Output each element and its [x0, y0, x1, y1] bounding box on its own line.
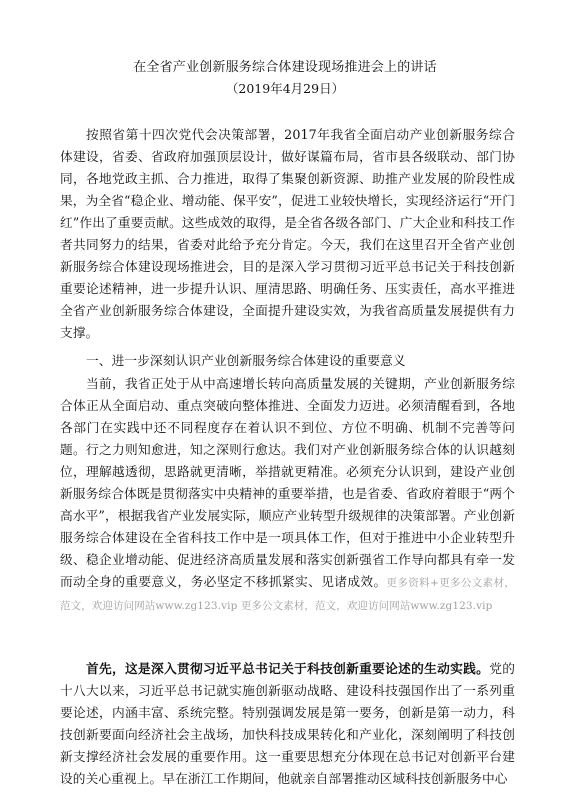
paragraph-first-point-text: [60, 658, 515, 790]
paragraph-first-point-lead: 首先，这是深入贯彻习近平总书记关于科技创新重要论述的生动实践。: [86, 661, 490, 676]
paragraph-first-point-body: 党的十八大以来，习近平总书记就实施创新驱动战略、建设科技强国作出了一系列重要论述，内涵丰富、系统完整。特别强调发展是第一要务，创新是第一动力，科技创新要面向经济社会主战场，加快科技成果转化和产业化，深刻阐明了科技创新支撑经济社会发展的重要作用。这一重要思想充分体现在总书记对创新平台建设的关心重视上。早在浙江工作期间，他就亲自部署推动区域科技创新服务中心: [60, 661, 515, 786]
section-heading-block: [60, 350, 515, 372]
document-title: 在全省产业创新服务综合体建设现场推进会上的讲话: [133, 60, 437, 75]
section-heading: 一、进一步深刻认识产业创新服务综合体建设的重要意义: [86, 353, 406, 368]
paragraph-current-situation-text: [60, 373, 515, 617]
paragraph-current-situation: [60, 373, 515, 617]
paragraph-first-point: [60, 658, 515, 790]
paragraph-intro-text: 按照省第十四次党代会决策部署，2017年我省全面启动产业创新服务综合体建设，省委、省政府加强顶层设计，做好谋篇布局，省市县各级联动、部门协同，各地党政主抓、合力推进，取得了集聚创新资源、助推产业发展的阶段性成果，为全省“稳企业、增动能、保平安”，促进工业较快增长，实现经济运行“开门红”作出了重要贡献。这些成效的取得，是全省各级各部门、广大企业和科技工作者共同努力的结果，省委对此给予充分肯定。今天，我们在这里召开全省产业创新服务综合体建设现场推进会，目的是深入学习贯彻习近平总书记关于科技创新重要论述精神，进一步提升认识、厘清思路、明确任务、压实责任，高水平推进全省产业创新服务综合体建设，全面提升建设实效，为我省高质量发展提供有力支撑。: [60, 127, 515, 340]
paragraph-current-situation-body: 当前，我省正处于从中高速增长转向高质量发展的关键期，产业创新服务综合体正从全面启动、重点突破向整体推进、全面发力迈进。必须清醒看到，各地各部门在实践中还不同程度存在着认识不到位、方位不明确、机制不完善等问题。行之力则知愈进，知之深则行愈达。我们对产业创新服务综合体的认识越刻位，理解越透彻，思路就更清晰，举措就更精准。必须充分认识到，建设产业创新服务综合体既是贯彻落实中央精神的重要举措，也是省委、省政府着眼于“两个高水平”，根据我省产业发展实际，顺应产业转型升级规律的决策部署。产业创新服务综合体建设在全省科技工作中是一项具体工作，但对于推进中小企业转型升级、稳企业增动能、促进经济高质量发展和落实创新强省工作导向都具有牵一发而动全身的重要意义，务必坚定不移抓紧实、见诸成效。: [60, 376, 515, 589]
paragraph-intro: [60, 124, 515, 344]
watermark-text: 更多资料+更多公文素材，范文，欢迎访问网站www.zg123.vip 更多公文素材，范文，欢迎访问网站www.zg123.vip: [60, 577, 515, 612]
document-date: （2019年4月29日）: [225, 81, 345, 96]
